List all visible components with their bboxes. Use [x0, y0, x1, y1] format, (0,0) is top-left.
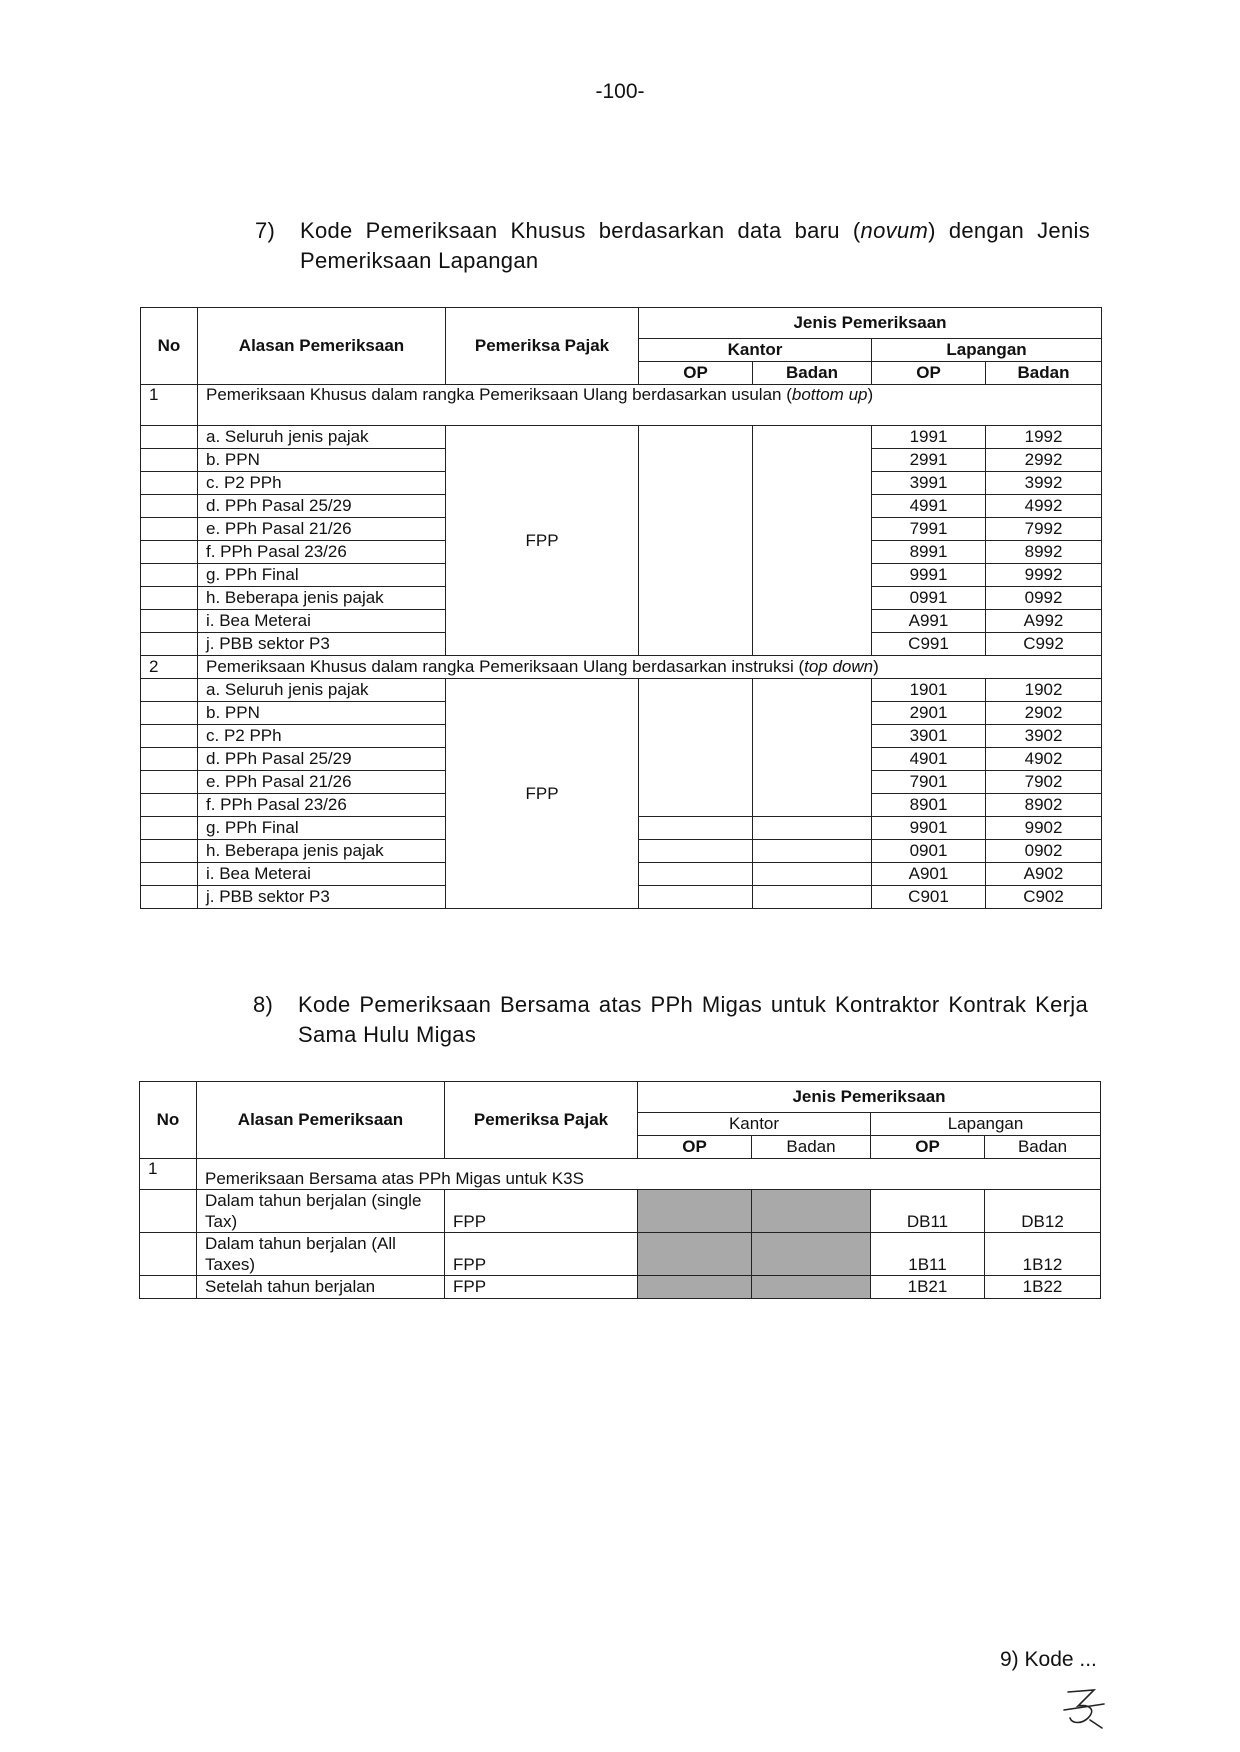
lapangan-badan-code: 4902 — [986, 748, 1102, 771]
group-no: 1 — [140, 1159, 197, 1190]
table-section-8 — [139, 1081, 1101, 1299]
header-lapangan-op: OP — [872, 362, 986, 385]
header-no: No — [140, 1082, 197, 1159]
table-row — [140, 1276, 1101, 1299]
header-kantor: Kantor — [639, 339, 872, 362]
row-alasan: a. Seluruh jenis pajak — [198, 426, 446, 449]
lapangan-op-code: A901 — [872, 863, 986, 886]
table7-group1-body — [141, 426, 1102, 656]
table7-group2-body — [141, 679, 1102, 909]
row-alasan: f. PPh Pasal 23/26 — [198, 794, 446, 817]
row-pemeriksa: FPP — [445, 1190, 638, 1233]
kantor-badan-shaded-cell — [752, 1190, 871, 1233]
section-7-title-italic: novum — [860, 218, 929, 243]
lapangan-op-code: 3991 — [872, 472, 986, 495]
kantor-badan-shaded-cell — [752, 1233, 871, 1276]
lapangan-op-code: 4901 — [872, 748, 986, 771]
header-jenis: Jenis Pemeriksaan — [639, 308, 1102, 339]
lapangan-op-code: 1901 — [872, 679, 986, 702]
row-alasan: i. Bea Meterai — [198, 610, 446, 633]
lapangan-op-code: 7901 — [872, 771, 986, 794]
lapangan-op-code: C901 — [872, 886, 986, 909]
header-lapangan-badan: Badan — [986, 362, 1102, 385]
header-kantor-op: OP — [638, 1136, 752, 1159]
lapangan-op-code: 8901 — [872, 794, 986, 817]
lapangan-badan-code: 8992 — [986, 541, 1102, 564]
row-alasan: f. PPh Pasal 23/26 — [198, 541, 446, 564]
lapangan-badan-code: 8902 — [986, 794, 1102, 817]
header-pemeriksa: Pemeriksa Pajak — [445, 1082, 638, 1159]
initial-signature-icon — [1060, 1684, 1110, 1734]
row-alasan: h. Beberapa jenis pajak — [198, 840, 446, 863]
group-label: Pemeriksaan Khusus dalam rangka Pemeriksaan Ulang berdasarkan usulan (bottom up) — [198, 385, 1102, 426]
group-label: Pemeriksaan Khusus dalam rangka Pemeriksaan Ulang berdasarkan instruksi (top down) — [198, 656, 1102, 679]
header-kantor-badan: Badan — [753, 362, 872, 385]
lapangan-badan-code: 1B22 — [985, 1276, 1101, 1299]
pemeriksa-cell: FPP — [446, 679, 639, 909]
lapangan-op-code: 0991 — [872, 587, 986, 610]
row-alasan: j. PBB sektor P3 — [198, 633, 446, 656]
lapangan-op-code: 3901 — [872, 725, 986, 748]
lapangan-op-code: 4991 — [872, 495, 986, 518]
kantor-op-shaded-cell — [638, 1233, 752, 1276]
section-7-number: 7) — [255, 218, 276, 243]
group-row — [140, 1159, 1101, 1190]
next-page-reference: 9) Kode ... — [1000, 1648, 1097, 1671]
lapangan-badan-code: 2992 — [986, 449, 1102, 472]
row-pemeriksa: FPP — [445, 1233, 638, 1276]
table-row — [141, 426, 1102, 449]
lapangan-badan-code: 2902 — [986, 702, 1102, 725]
row-pemeriksa: FPP — [445, 1276, 638, 1299]
lapangan-op-code: 7991 — [872, 518, 986, 541]
row-alasan: d. PPh Pasal 25/29 — [198, 495, 446, 518]
lapangan-badan-code: 1992 — [986, 426, 1102, 449]
kantor-badan-cell — [753, 426, 872, 656]
header-kantor-badan: Badan — [752, 1136, 871, 1159]
header-lapangan-op: OP — [871, 1136, 985, 1159]
group-no: 2 — [141, 656, 198, 679]
lapangan-badan-code: 9902 — [986, 817, 1102, 840]
lapangan-badan-code: C902 — [986, 886, 1102, 909]
row-alasan: Setelah tahun berjalan — [197, 1276, 445, 1299]
lapangan-badan-code: 0902 — [986, 840, 1102, 863]
row-alasan: c. P2 PPh — [198, 725, 446, 748]
section-7-title: Kode Pemeriksaan Khusus berdasarkan data baru (novum) dengan Jenis Pemeriksaan Lapangan — [300, 218, 1090, 273]
lapangan-badan-code: 9992 — [986, 564, 1102, 587]
lapangan-badan-code: 3902 — [986, 725, 1102, 748]
row-alasan: g. PPh Final — [198, 564, 446, 587]
kantor-badan-shaded-cell — [752, 1276, 871, 1299]
header-lapangan: Lapangan — [871, 1113, 1101, 1136]
section-7-heading — [255, 216, 1090, 276]
header-lapangan: Lapangan — [872, 339, 1102, 362]
header-lapangan-badan: Badan — [985, 1136, 1101, 1159]
lapangan-badan-code: A902 — [986, 863, 1102, 886]
kantor-badan-cell — [753, 679, 872, 817]
lapangan-badan-code: 1B12 — [985, 1233, 1101, 1276]
table-row — [140, 1190, 1101, 1233]
row-alasan: b. PPN — [198, 702, 446, 725]
section-8-title: Kode Pemeriksaan Bersama atas PPh Migas untuk Kontraktor Kontrak Kerja Sama Hulu Migas — [298, 992, 1088, 1047]
table-section-7 — [140, 307, 1102, 909]
lapangan-badan-code: 4992 — [986, 495, 1102, 518]
lapangan-badan-code: C992 — [986, 633, 1102, 656]
row-alasan: e. PPh Pasal 21/26 — [198, 771, 446, 794]
kantor-op-shaded-cell — [638, 1276, 752, 1299]
lapangan-op-code: C991 — [872, 633, 986, 656]
lapangan-op-code: 0901 — [872, 840, 986, 863]
lapangan-op-code: 1B11 — [871, 1233, 985, 1276]
row-alasan: Dalam tahun berjalan (All Taxes) — [197, 1233, 445, 1276]
table-header-row-1 — [141, 308, 1102, 339]
page-number: -100- — [595, 80, 645, 103]
lapangan-badan-code: 3992 — [986, 472, 1102, 495]
table-row — [141, 679, 1102, 702]
lapangan-op-code: 2991 — [872, 449, 986, 472]
group-label: Pemeriksaan Bersama atas PPh Migas untuk K3S — [197, 1159, 1101, 1190]
table-header-row-1 — [140, 1082, 1101, 1113]
kantor-op-cell — [639, 426, 753, 656]
group-row — [141, 656, 1102, 679]
lapangan-op-code: DB11 — [871, 1190, 985, 1233]
row-alasan: e. PPh Pasal 21/26 — [198, 518, 446, 541]
lapangan-badan-code: DB12 — [985, 1190, 1101, 1233]
lapangan-op-code: 9991 — [872, 564, 986, 587]
row-alasan: i. Bea Meterai — [198, 863, 446, 886]
row-alasan: b. PPN — [198, 449, 446, 472]
group-no: 1 — [141, 385, 198, 426]
lapangan-op-code: 9901 — [872, 817, 986, 840]
row-alasan: c. P2 PPh — [198, 472, 446, 495]
lapangan-op-code: 1B21 — [871, 1276, 985, 1299]
lapangan-op-code: 8991 — [872, 541, 986, 564]
header-pemeriksa: Pemeriksa Pajak — [446, 308, 639, 385]
header-no: No — [141, 308, 198, 385]
lapangan-badan-code: 7992 — [986, 518, 1102, 541]
row-alasan: d. PPh Pasal 25/29 — [198, 748, 446, 771]
header-alasan: Alasan Pemeriksaan — [197, 1082, 445, 1159]
row-alasan: j. PBB sektor P3 — [198, 886, 446, 909]
kantor-op-cell — [639, 679, 753, 817]
row-alasan: Dalam tahun berjalan (single Tax) — [197, 1190, 445, 1233]
header-kantor: Kantor — [638, 1113, 871, 1136]
lapangan-badan-code: 0992 — [986, 587, 1102, 610]
group-row — [141, 385, 1102, 426]
lapangan-badan-code: 1902 — [986, 679, 1102, 702]
section-8-number: 8) — [253, 992, 274, 1017]
kantor-op-shaded-cell — [638, 1190, 752, 1233]
lapangan-op-code: A991 — [872, 610, 986, 633]
table-row — [140, 1233, 1101, 1276]
header-alasan: Alasan Pemeriksaan — [198, 308, 446, 385]
lapangan-op-code: 2901 — [872, 702, 986, 725]
row-alasan: g. PPh Final — [198, 817, 446, 840]
section-8-heading — [253, 990, 1088, 1050]
header-kantor-op: OP — [639, 362, 753, 385]
lapangan-op-code: 1991 — [872, 426, 986, 449]
pemeriksa-cell: FPP — [446, 426, 639, 656]
header-jenis: Jenis Pemeriksaan — [638, 1082, 1101, 1113]
lapangan-badan-code: A992 — [986, 610, 1102, 633]
row-alasan: h. Beberapa jenis pajak — [198, 587, 446, 610]
row-alasan: a. Seluruh jenis pajak — [198, 679, 446, 702]
lapangan-badan-code: 7902 — [986, 771, 1102, 794]
